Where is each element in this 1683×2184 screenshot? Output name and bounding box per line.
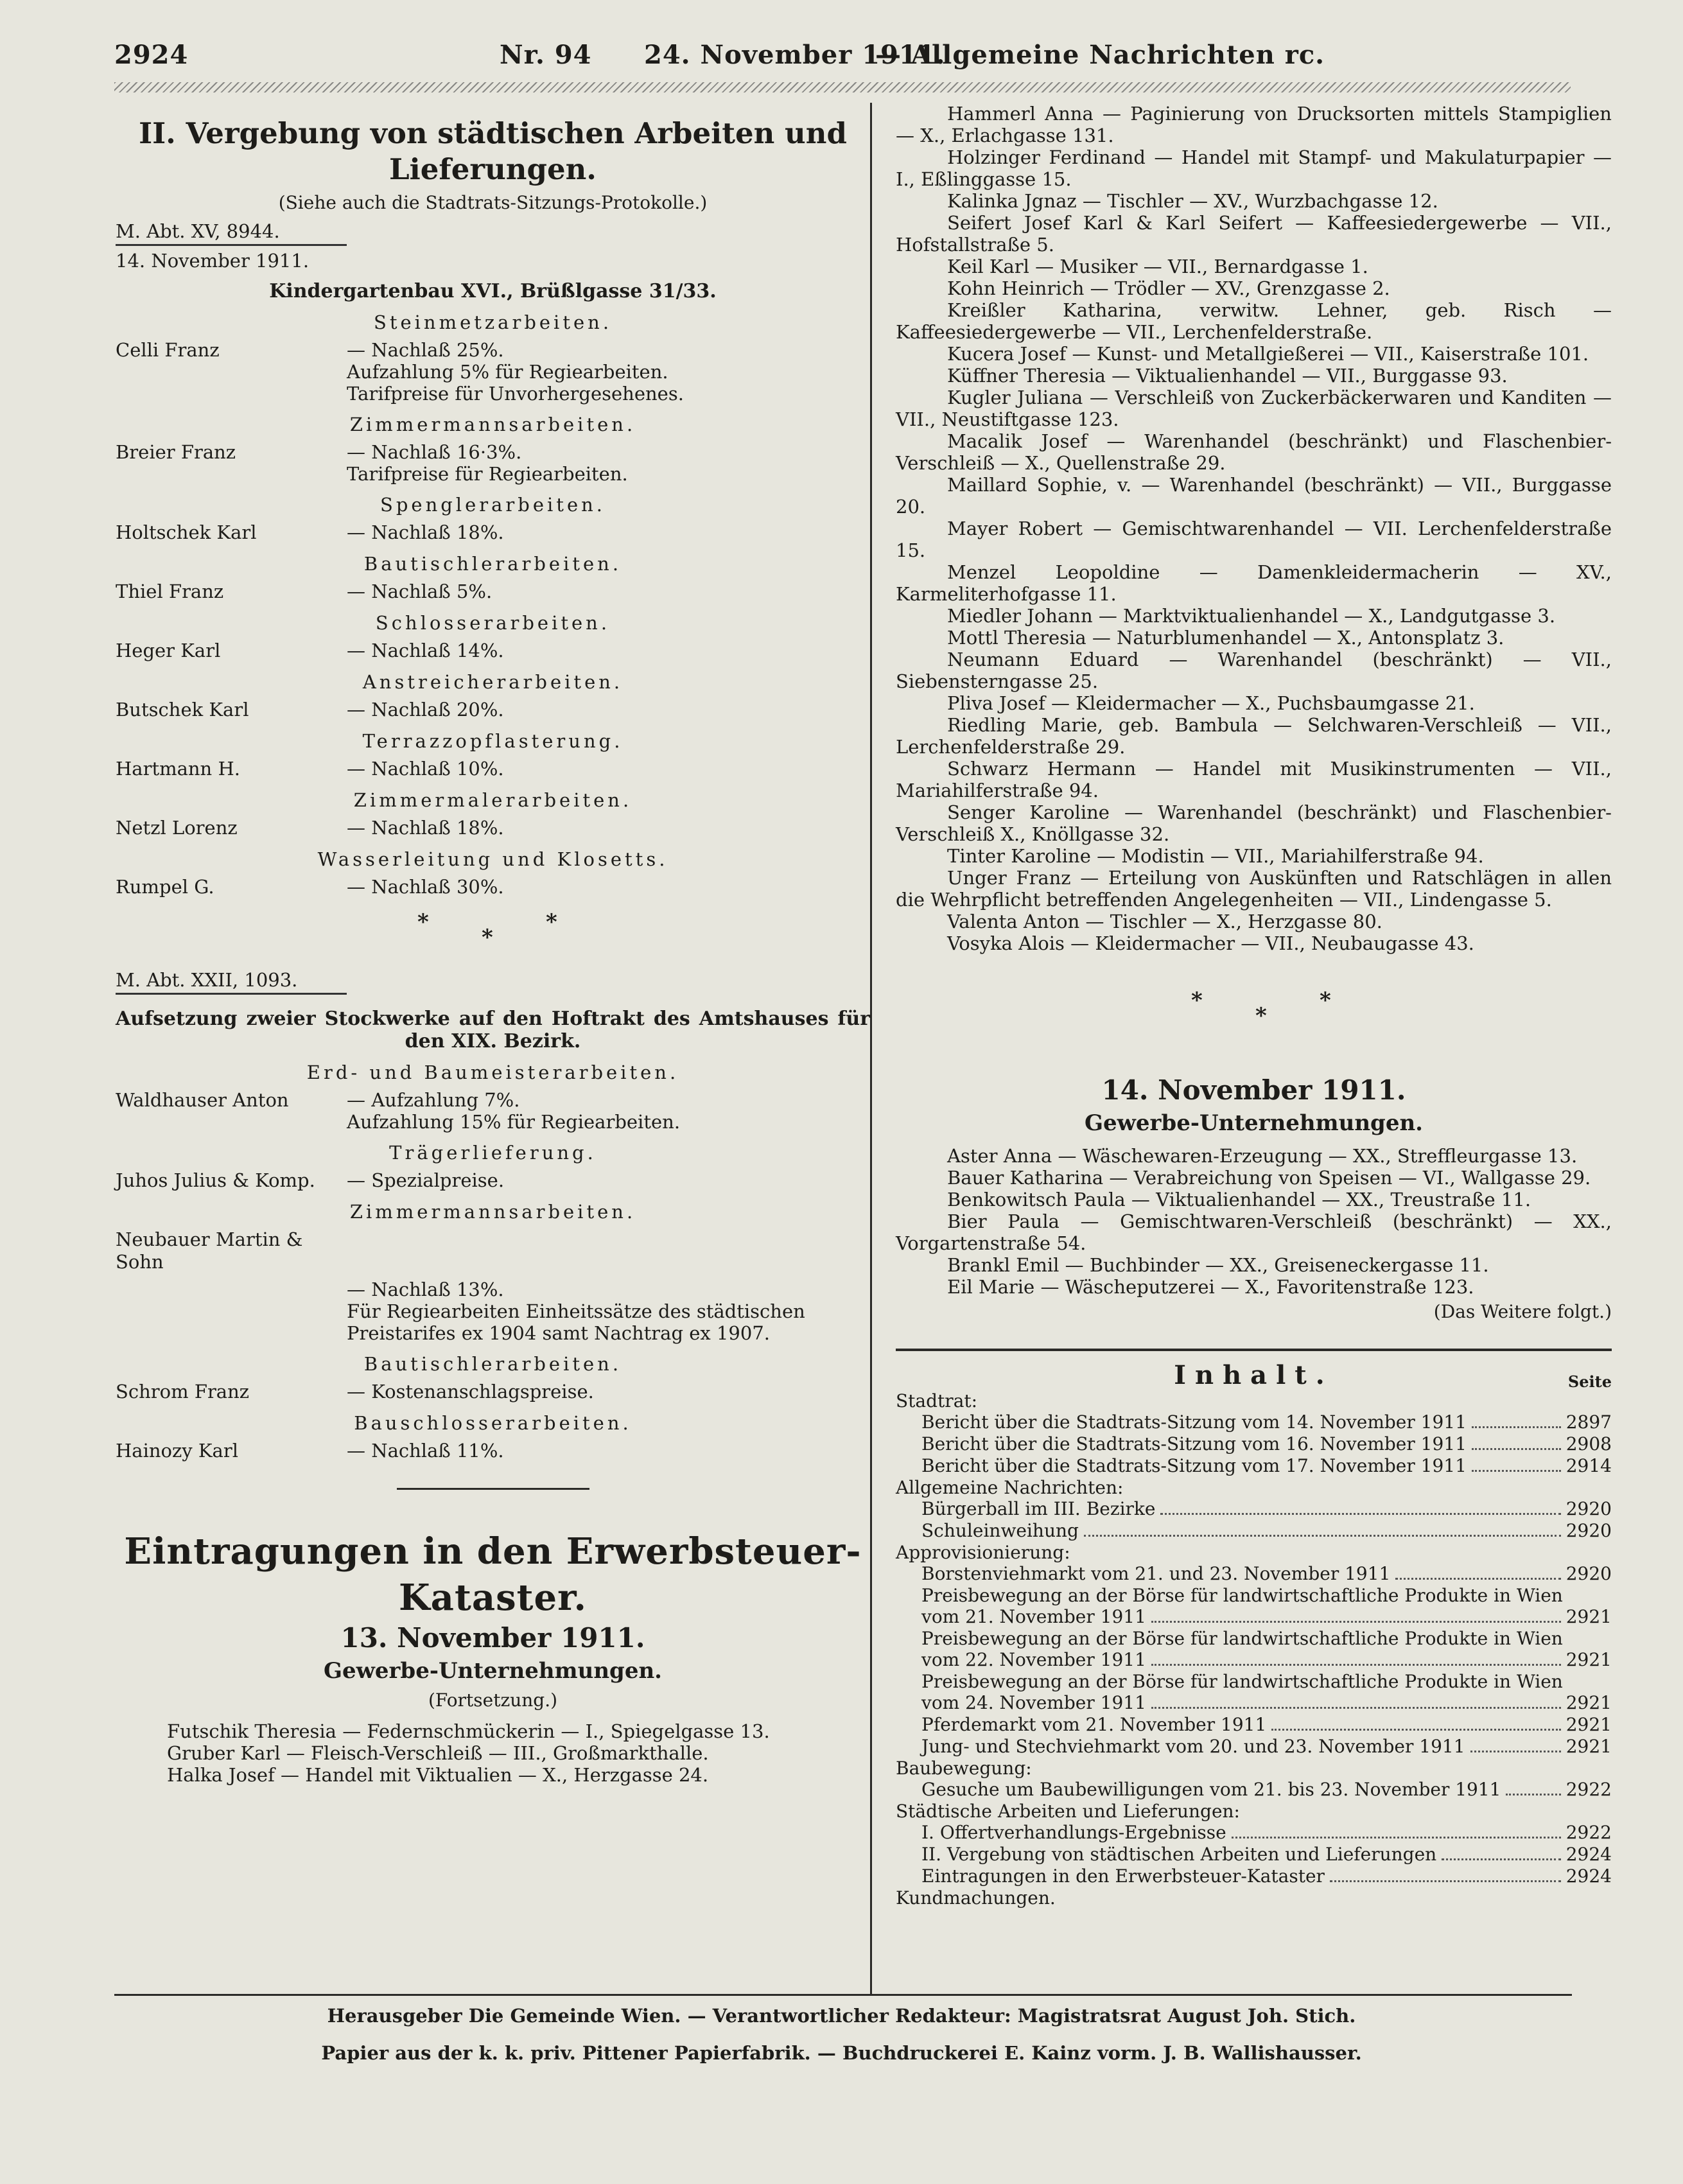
toc-entry-text: Preisbewegung an der Börse für landwirtschaftliche Produkte in Wien [921, 1628, 1563, 1649]
toc-page: 2920 [1565, 1563, 1612, 1584]
toc-entry [896, 1411, 1612, 1433]
award-terms [347, 1169, 870, 1192]
list-item: Mottl Theresia — Naturblumenhandel — X., Antonsplatz 3. [947, 627, 1504, 649]
kataster-heading: Eintragungen in den Erwerbsteuer-Kataster. [124, 1530, 862, 1619]
toc-entry [896, 1606, 1612, 1628]
contractor-name: Butschek Karl [116, 699, 249, 721]
toc-entry [896, 1714, 1612, 1736]
award-row [116, 521, 870, 544]
award-terms [347, 1089, 870, 1133]
toc-page: 2921 [1565, 1649, 1612, 1670]
toc-category: Baubewegung: [896, 1758, 1032, 1779]
list-item: Holzinger Ferdinand — Handel mit Stampf- und Makulaturpapier — I., Eßlinggasse 15. [896, 146, 1612, 190]
award-date: 14. November 1911. [116, 250, 310, 272]
project-title: Aufsetzung zweier Stockwerke auf den Hoftrakt des Amtshauses für den XIX. Bezirk. [116, 1008, 870, 1053]
award-row [116, 640, 870, 662]
project-title: Kindergartenbau XVI., Brüßlgasse 31/33. [269, 280, 717, 302]
award-term-line: — Aufzahlung 7%. [347, 1089, 520, 1111]
toc-entry [896, 1822, 1612, 1844]
toc-leader [1160, 1513, 1560, 1515]
award-row [116, 1279, 870, 1344]
footer-rule [114, 1994, 1572, 1996]
trade-heading: Terrazzopflasterung. [362, 730, 623, 752]
toc-category: Stadtrat: [896, 1390, 978, 1411]
toc-entry-text: Bericht über die Stadtrats-Sitzung vom 14. November 1911 [921, 1411, 1467, 1433]
section-note: (Siehe auch die Stadtrats-Sitzungs-Protokolle.) [278, 192, 708, 213]
trade-heading: Schlosserarbeiten. [375, 612, 611, 634]
award-term-line: Für Regiearbeiten Einheitssätze des städtischen Preistarifes ex 1904 samt Nachtrag ex 1907. [347, 1300, 805, 1344]
page-header [114, 33, 1571, 78]
contractor-name: Rumpel G. [116, 876, 214, 898]
list-item: Keil Karl — Musiker — VII., Bernardgasse 1. [947, 256, 1368, 277]
kataster-date: 14. November 1911. [1101, 1074, 1406, 1106]
award-term-line: — Nachlaß 13%. [347, 1279, 504, 1300]
table-of-contents [896, 1390, 1612, 1909]
contractor-name: Schrom Franz [116, 1381, 250, 1402]
toc-title [896, 1360, 1612, 1391]
toc-entry-text: II. Vergebung von städtischen Arbeiten und Lieferungen [921, 1844, 1437, 1865]
contractor-name: Breier Franz [116, 441, 236, 463]
list-item: Bauer Katharina — Verabreichung von Speisen — VI., Wallgasse 29. [947, 1167, 1591, 1189]
toc-entry-text: Preisbewegung an der Börse für landwirtschaftliche Produkte in Wien [921, 1585, 1563, 1606]
kataster-subheading: Gewerbe-Unternehmungen. [323, 1658, 663, 1684]
left-column [116, 116, 870, 1786]
toc-leader [1151, 1664, 1561, 1666]
toc-page: 2921 [1565, 1606, 1612, 1627]
list-item: Senger Karoline — Warenhandel (beschränkt) und Flaschenbier-Verschleiß X., Knöllgasse 32. [896, 801, 1612, 845]
toc-entry [896, 1498, 1612, 1520]
award-terms [347, 1279, 870, 1344]
toc-leader [1472, 1426, 1561, 1428]
list-item: Bier Paula — Gemischtwaren-Verschleiß (beschränkt) — XX., Vorgartenstraße 54. [896, 1210, 1612, 1254]
toc-page: 2920 [1565, 1520, 1612, 1541]
toc-leader [1470, 1751, 1561, 1752]
award-term-line: Aufzahlung 15% für Regiearbeiten. [347, 1111, 681, 1133]
toc-entry-text: Pferdemarkt vom 21. November 1911 [921, 1714, 1267, 1735]
toc-page: 2921 [1565, 1736, 1612, 1757]
contractor-name: Waldhauser Anton [116, 1089, 289, 1111]
award-row [116, 817, 870, 839]
list-item: Brankl Emil — Buchbinder — XX., Greiseneckergasse 11. [947, 1254, 1489, 1276]
list-item: Aster Anna — Wäschewaren-Erzeugung — XX., Streffleurgasse 13. [947, 1145, 1578, 1167]
contractor-name: Juhos Julius & Komp. [116, 1169, 315, 1191]
toc-entry-text: Schuleinweihung [921, 1520, 1079, 1541]
toc-category: Kundmachungen. [896, 1887, 1056, 1909]
toc-entry-text: Jung- und Stechviehmarkt vom 20. und 23. November 1911 [921, 1736, 1465, 1757]
toc-entry-text: Preisbewegung an der Börse für landwirtschaftliche Produkte in Wien [921, 1671, 1563, 1692]
contractor-name: Heger Karl [116, 640, 221, 661]
toc-leader [1271, 1729, 1560, 1731]
trade-heading: Wasserleitung und Klosetts. [317, 848, 668, 870]
kataster-entries [896, 103, 1612, 954]
award-terms [347, 339, 870, 405]
list-item: Halka Josef — Handel mit Viktualien — X., Herzgasse 24. [167, 1764, 709, 1786]
toc-entry-text: vom 21. November 1911 [921, 1606, 1146, 1627]
award-row [116, 876, 870, 898]
toc-entry-text: Bericht über die Stadtrats-Sitzung vom 16. November 1911 [921, 1433, 1467, 1455]
list-item: Neumann Eduard — Warenhandel (beschränkt) — VII., Siebensterngasse 25. [896, 649, 1612, 692]
toc-page: 2914 [1565, 1455, 1612, 1476]
toc-entry-text: Gesuche um Baubewilligungen vom 21. bis 23. November 1911 [921, 1779, 1501, 1800]
list-item: Riedling Marie, geb. Bambula — Selchwaren-Verschleiß — VII., Lerchenfelderstraße 29. [896, 714, 1612, 758]
header-rule [114, 82, 1571, 92]
toc-leader [1442, 1858, 1561, 1860]
toc-entry-text: Bericht über die Stadtrats-Sitzung vom 17. November 1911 [921, 1455, 1467, 1476]
section-title: — Allgemeine Nachrichten rc. [875, 40, 1325, 70]
award-terms [347, 1440, 870, 1462]
page-number: 2924 [114, 40, 189, 70]
award-row [116, 1228, 870, 1273]
toc-leader [1084, 1535, 1561, 1537]
toc-entry [896, 1692, 1612, 1714]
trade-heading: Spenglerarbeiten. [380, 494, 606, 516]
divider [397, 1488, 589, 1490]
toc-page-label: Seite [1567, 1372, 1612, 1391]
toc-entry [896, 1563, 1612, 1585]
toc-leader [1151, 1621, 1561, 1623]
toc-rule [896, 1349, 1612, 1351]
toc-category: Approvisionierung: [896, 1542, 1070, 1563]
award-term-line: — Nachlaß 25%. [347, 339, 504, 361]
department-reference: M. Abt. XV, 8944. [116, 220, 347, 246]
contractor-name: Hartmann H. [116, 758, 240, 780]
award-row [116, 581, 870, 603]
list-item: Maillard Sophie, v. — Warenhandel (beschränkt) — VII., Burggasse 20. [896, 474, 1612, 518]
toc-entry-text: Bürgerball im III. Bezirke [921, 1498, 1156, 1519]
toc-entry [896, 1649, 1612, 1671]
toc-entry [896, 1844, 1612, 1865]
award-terms [347, 817, 870, 839]
award-term-line: — Nachlaß 10%. [347, 758, 504, 780]
award-term-line: — Nachlaß 14%. [347, 640, 504, 661]
toc-category: Städtische Arbeiten und Lieferungen: [896, 1801, 1240, 1822]
column-divider [870, 103, 872, 1994]
award-row [116, 699, 870, 721]
list-item: Kreißler Katharina, verwitw. Lehner, geb. Risch — Kaffeesiedergewerbe — VII., Lerchenfelderstraße. [896, 299, 1612, 343]
award-row [116, 1440, 870, 1462]
award-list [116, 311, 870, 898]
toc-page: 2922 [1565, 1779, 1612, 1800]
right-column [896, 103, 1612, 1909]
award-row [116, 758, 870, 780]
award-term-line: Tarifpreise für Regiearbeiten. [347, 463, 628, 485]
toc-entry-text: Borstenviehmarkt vom 21. und 23. November 1911 [921, 1563, 1391, 1584]
toc-entry [896, 1520, 1612, 1542]
list-item: Schwarz Hermann — Handel mit Musikinstrumenten — VII., Mariahilferstraße 94. [896, 758, 1612, 801]
issue-date: 24. November 1911. [644, 40, 946, 70]
toc-page: 2921 [1565, 1714, 1612, 1735]
list-item: Seifert Josef Karl & Karl Seifert — Kaffeesiedergewerbe — VII., Hofstallstraße 5. [896, 212, 1612, 256]
award-term-line: — Nachlaß 16·3%. [347, 441, 522, 463]
toc-entry [896, 1433, 1612, 1455]
toc-leader [1472, 1470, 1561, 1472]
section-heading: II. Vergebung von städtischen Arbeiten und Lieferungen. [139, 116, 847, 186]
award-terms [347, 1228, 870, 1273]
award-terms [347, 758, 870, 780]
separator-stars: * * * [1191, 988, 1331, 1029]
list-item: Pliva Josef — Kleidermacher — X., Puchsbaumgasse 21. [947, 692, 1475, 714]
award-terms [347, 581, 870, 603]
continued-note: (Das Weitere folgt.) [1433, 1301, 1612, 1322]
award-term-line: — Nachlaß 18%. [347, 817, 504, 839]
toc-heading: Inhalt. [1174, 1360, 1334, 1390]
list-item: Kucera Josef — Kunst- und Metallgießerei — VII., Kaiserstraße 101. [947, 343, 1589, 365]
toc-page: 2921 [1565, 1692, 1612, 1713]
list-item: Valenta Anton — Tischler — X., Herzgasse 80. [947, 911, 1382, 932]
trade-heading: Trägerlieferung. [389, 1142, 597, 1164]
award-row [116, 1089, 870, 1133]
kataster-date: 13. November 1911. [340, 1622, 645, 1654]
award-term-line: — Nachlaß 30%. [347, 876, 504, 898]
award-row [116, 1169, 870, 1192]
list-item: Macalik Josef — Warenhandel (beschränkt) und Flaschenbier-Verschleiß — X., Quellenstraße 29. [896, 430, 1612, 474]
award-term-line: — Nachlaß 20%. [347, 699, 504, 721]
toc-leader [1232, 1837, 1561, 1839]
toc-entry-text: vom 22. November 1911 [921, 1649, 1146, 1670]
list-item: Küffner Theresia — Viktualienhandel — VII., Burggasse 93. [947, 365, 1508, 387]
list-item: Kugler Juliana — Verschleiß von Zuckerbäckerwaren und Kanditen — VII., Neustiftgasse 123. [896, 387, 1612, 430]
list-item: Mayer Robert — Gemischtwarenhandel — VII. Lerchenfelderstraße 15. [896, 518, 1612, 561]
toc-page: 2920 [1565, 1498, 1612, 1519]
toc-entry [896, 1779, 1612, 1801]
trade-heading: Bauschlosserarbeiten. [354, 1412, 632, 1434]
toc-entry-text: I. Offertverhandlungs-Ergebnisse [921, 1822, 1226, 1843]
list-item: Benkowitsch Paula — Viktualienhandel — XX., Treustraße 11. [947, 1189, 1531, 1210]
award-terms [347, 640, 870, 662]
contractor-name: Netzl Lorenz [116, 817, 238, 839]
list-item: Gruber Karl — Fleisch-Verschleiß — III., Großmarkthalle. [167, 1742, 709, 1764]
list-item: Tinter Karoline — Modistin — VII., Mariahilferstraße 94. [947, 845, 1484, 867]
list-item: Vosyka Alois — Kleidermacher — VII., Neubaugasse 43. [947, 932, 1474, 954]
contractor-name [116, 1279, 347, 1344]
trade-heading: Bautischlerarbeiten. [363, 553, 622, 575]
list-item: Hammerl Anna — Paginierung von Drucksorten mittels Stampiglien — X., Erlachgasse 131. [896, 103, 1612, 146]
trade-heading: Erd- und Baumeisterarbeiten. [306, 1061, 679, 1083]
list-item: Miedler Johann — Marktviktualienhandel — X., Landgutgasse 3. [947, 605, 1556, 627]
award-row [116, 339, 870, 405]
toc-leader [1506, 1794, 1560, 1795]
toc-entry-text: vom 24. November 1911 [921, 1692, 1146, 1713]
toc-category: Allgemeine Nachrichten: [896, 1477, 1124, 1498]
toc-entry [896, 1865, 1612, 1887]
toc-page: 2908 [1565, 1433, 1612, 1455]
trade-heading: Zimmermannsarbeiten. [349, 414, 636, 435]
award-term-line: Tarifpreise für Unvorhergesehenes. [347, 383, 684, 405]
award-terms [347, 876, 870, 898]
contractor-name: Neubauer Martin & Sohn [116, 1228, 303, 1273]
list-item: Futschik Theresia — Federnschmückerin — I., Spiegelgasse 13. [167, 1720, 770, 1742]
toc-page: 2922 [1565, 1822, 1612, 1843]
award-terms [347, 699, 870, 721]
trade-heading: Zimmermannsarbeiten. [349, 1201, 636, 1223]
toc-entry [896, 1736, 1612, 1758]
award-terms [347, 441, 870, 485]
award-term-line: — Nachlaß 11%. [347, 1440, 504, 1462]
toc-page: 2924 [1565, 1844, 1612, 1865]
contractor-name: Celli Franz [116, 339, 220, 361]
toc-page: 2897 [1565, 1411, 1612, 1433]
list-item: Menzel Leopoldine — Damenkleidermacherin — XV., Karmeliterhofgasse 11. [896, 561, 1612, 605]
toc-leader [1151, 1707, 1561, 1709]
list-item: Kalinka Jgnaz — Tischler — XV., Wurzbachgasse 12. [947, 190, 1438, 212]
contractor-name: Hainozy Karl [116, 1440, 238, 1462]
toc-entry-text: Eintragungen in den Erwerbsteuer-Kataster [921, 1865, 1325, 1887]
award-terms [347, 521, 870, 544]
publisher-line: Herausgeber Die Gemeinde Wien. — Verantwortlicher Redakteur: Magistratsrat August Joh. Stich. [327, 2005, 1356, 2027]
toc-leader [1330, 1880, 1561, 1882]
award-term-line: Aufzahlung 5% für Regiearbeiten. [347, 361, 668, 383]
award-terms [347, 1381, 870, 1403]
award-term-line: — Kostenanschlagspreise. [347, 1381, 594, 1402]
trade-heading: Zimmermalerarbeiten. [353, 789, 632, 811]
toc-page: 2924 [1565, 1865, 1612, 1887]
trade-heading: Bautischlerarbeiten. [363, 1353, 622, 1375]
contractor-name: Holtschek Karl [116, 521, 257, 543]
kataster-entries [896, 1145, 1612, 1298]
list-item: Kohn Heinrich — Trödler — XV., Grenzgasse 2. [947, 277, 1390, 299]
toc-leader [1472, 1448, 1561, 1450]
toc-leader [1395, 1578, 1560, 1580]
award-term-line: — Nachlaß 5%. [347, 581, 493, 602]
toc-entry [896, 1455, 1612, 1477]
trade-heading: Anstreicherarbeiten. [362, 671, 623, 693]
kataster-entries [116, 1720, 870, 1786]
award-list [116, 1061, 870, 1462]
printer-line: Papier aus der k. k. priv. Pittener Papierfabrik. — Buchdruckerei E. Kainz vorm. J. B. Wallishausser. [321, 2042, 1362, 2064]
award-row [116, 441, 870, 485]
list-item: Eil Marie — Wäscheputzerei — X., Favoritenstraße 123. [947, 1276, 1474, 1298]
contractor-name: Thiel Franz [116, 581, 224, 602]
issue-number: Nr. 94 [500, 40, 592, 70]
trade-heading: Steinmetzarbeiten. [373, 311, 613, 333]
kataster-subheading: Gewerbe-Unternehmungen. [1084, 1110, 1424, 1136]
separator-stars: * * * [417, 909, 557, 950]
continuation-note: (Fortsetzung.) [428, 1690, 558, 1711]
department-reference: M. Abt. XXII, 1093. [116, 969, 347, 995]
list-item: Unger Franz — Erteilung von Auskünften und Ratschlägen in allen die Wehrpflicht betreffenden Angelegenheiten — VII., Lindengasse 5. [896, 867, 1612, 911]
award-term-line: — Spezialpreise. [347, 1169, 505, 1191]
award-row [116, 1381, 870, 1403]
award-term-line: — Nachlaß 18%. [347, 521, 504, 543]
